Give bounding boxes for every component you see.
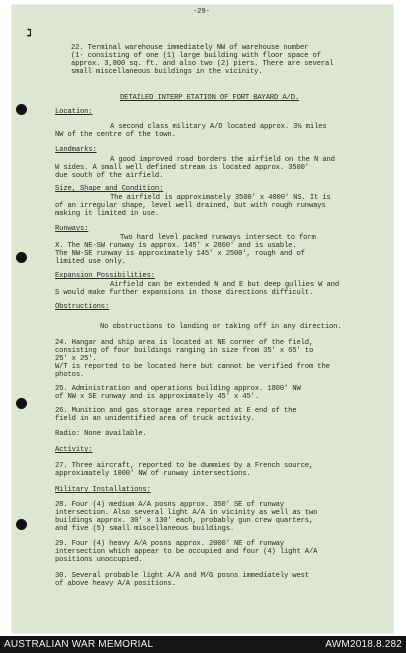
margin-mark: ℷ [27, 29, 32, 40]
text-line: A good improved road borders the airfield on the N and [110, 156, 335, 164]
section-heading: DETAILED INTERP ETATION OF FORT BAYARD A/D. [120, 94, 300, 102]
text-line: 30. Several probable light A/A and M/G posns immediately west [55, 572, 309, 580]
text-line: field in an unidentified area of truck activity. [55, 415, 255, 423]
subheading: Landmarks: [55, 146, 97, 154]
text-line: photos. [55, 371, 85, 379]
subheading: Location: [55, 108, 93, 116]
footer-bar [0, 636, 406, 653]
text-line: of NW x SE runway and is approximately 45' x 45'. [55, 393, 259, 401]
text-line: 29. Four (4) heavy A/A posns approx. 2000' NE of runway [55, 540, 284, 548]
text-line: 28. Four (4) medium A/A posns approx. 350' SE of runway [55, 501, 284, 509]
subheading: Activity: [55, 446, 93, 454]
text-line: positions unoccupied. [55, 556, 143, 564]
text-line: Two hard level packed runways intersect to form [120, 234, 316, 242]
text-line: 25' x 25'. [55, 355, 97, 363]
text-line: No obstructions to landing or taking off in any direction. [100, 323, 342, 331]
text-line: NW of the centre of the town. [55, 131, 176, 139]
text-line: 24. Hangar and ship area is located at NE corner of the field, [55, 339, 314, 347]
text-line: of an irregular shape, level well drained, but with rough runways [55, 202, 326, 210]
page-number: -29- [193, 8, 210, 16]
text-line: consisting of four buildings ranging in size from 35' x 65' to [55, 347, 314, 355]
text-line: Airfield can be extended N and E but deep gullies W and [110, 281, 339, 289]
text-line: A second class military A/D located approx. 3½ miles [110, 123, 327, 131]
text-line: approx. 3,800 sq. ft. and also two (2) piers. There are several [71, 60, 334, 68]
subheading: Obstructions: [55, 303, 110, 311]
punch-hole [16, 398, 27, 409]
text-line: 25. Administration and operations building approx. 1800' NW [55, 385, 301, 393]
text-line: W/T is reported to be located here but cannot be verified from the [55, 363, 330, 371]
radio-line: Radio: None available. [55, 430, 147, 438]
text-line: X. The NE-SW runway is approx. 145' x 2860' and is usable. [55, 242, 297, 250]
subheading: Expansion Possibilities: [55, 272, 155, 280]
punch-hole [16, 252, 27, 263]
punch-hole [16, 519, 27, 530]
text-line: of above heavy A/A positions. [55, 580, 176, 588]
text-line: limited use only. [55, 258, 126, 266]
text-line: intersection which appear to be occupied and four (4) light A/A [55, 548, 318, 556]
footer-accession-number: AWM2018.8.282 [325, 639, 402, 650]
text-line: approximately 1000' NW of runway intersections. [55, 470, 251, 478]
subheading: Runways: [55, 225, 89, 233]
text-line: 22. Terminal warehouse immediately NW of warehouse number [71, 44, 309, 52]
footer-credit: AUSTRALIAN WAR MEMORIAL [4, 639, 154, 650]
text-line: 27. Three aircraft, reported to be dummies by a French source, [55, 462, 314, 470]
punch-hole [16, 104, 27, 115]
text-line: The NW-SE runway is approximately 145' x 2500', rough and of [55, 250, 305, 258]
text-line: (1- consisting of one (1) large building with floor space of [71, 52, 321, 60]
text-line: intersection. Also several light A/A in vicinity as well as two [55, 509, 318, 517]
text-line: due south of the airfield. [55, 172, 164, 180]
text-line: making it limited in use. [55, 210, 160, 218]
subheading: Size, Shape and Condition: [55, 185, 164, 193]
text-line: buildings approx. 30' x 130' each, probably gun crew quarters, [55, 517, 314, 525]
text-line: W sides. A small well defined stream is located approx. 3500' [55, 164, 309, 172]
text-line: small miscellaneous buildings in the vicinity. [71, 68, 263, 76]
text-line: S would make further expansions in those directions difficult. [55, 289, 314, 297]
text-line: The airfield is approximately 3500' x 4000' NS. It is [110, 194, 331, 202]
text-line: and five (5) small miscellaneous buildings. [55, 525, 235, 533]
subheading: Military Installations: [55, 486, 151, 494]
text-line: 26. Munition and gas storage area reported at E end of the [55, 407, 297, 415]
